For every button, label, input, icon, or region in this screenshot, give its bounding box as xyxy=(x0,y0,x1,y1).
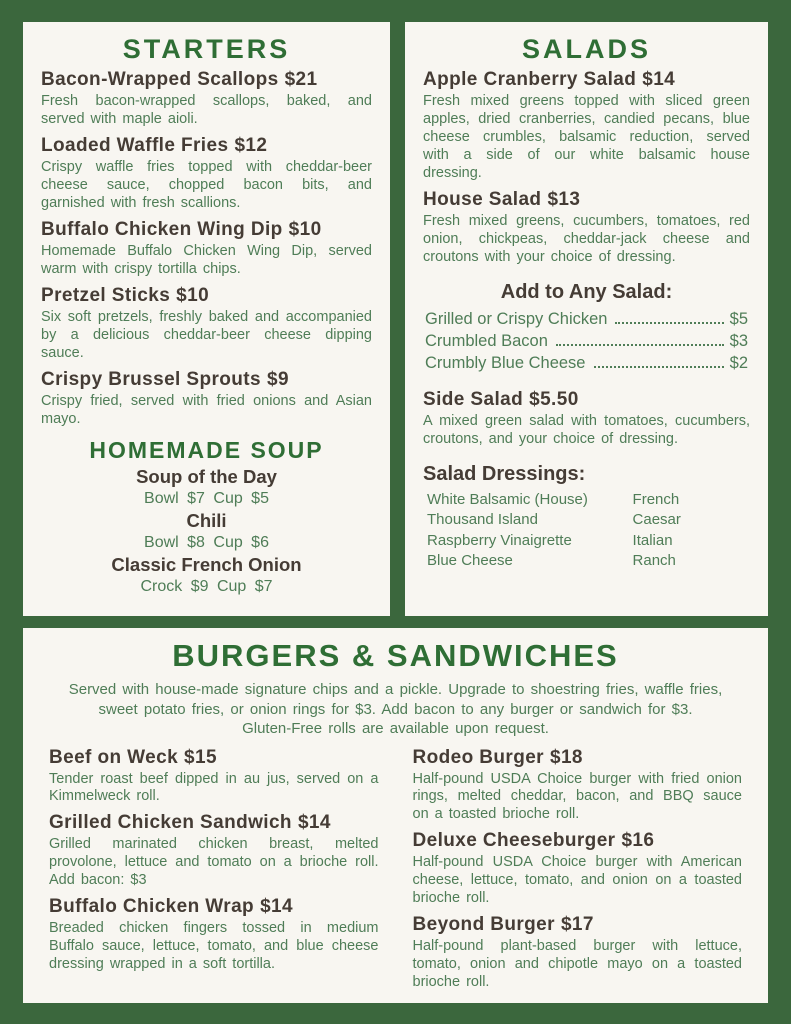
dot-leader xyxy=(615,322,723,324)
menu-item-description: Fresh bacon-wrapped scallops, baked, and served with maple aioli. xyxy=(41,93,372,127)
dot-leader xyxy=(594,366,724,368)
menu-item-price: $10 xyxy=(176,284,210,306)
addon-row-bacon xyxy=(425,332,748,351)
addon-row-blue-cheese xyxy=(425,354,748,373)
menu-item-name: Grilled Chicken Sandwich xyxy=(49,812,292,834)
soup-item-name: Soup of the Day xyxy=(136,465,277,487)
menu-item-title xyxy=(41,69,372,91)
menu-item-description: Tender roast beef dipped in au jus, served on a Kimmelweck roll. xyxy=(49,770,379,805)
menu-item-description: Six soft pretzels, freshly baked and accompanied by a delicious cheddar-beer cheese dipping sauce. xyxy=(41,308,372,361)
addon-name: Crumbled Bacon xyxy=(425,331,548,350)
dressing-option: Italian xyxy=(632,531,673,549)
menu-item-title xyxy=(49,896,379,918)
dressing-option: French xyxy=(632,490,680,508)
menu-item-price: $12 xyxy=(234,134,268,156)
menu-item-title xyxy=(49,747,379,769)
menu-item-buffalo-chicken-wing-dip xyxy=(41,219,372,279)
menu-item-description: Crispy waffle fries topped with cheddar-beer cheese sauce, chopped bacon bits, and garnished with fresh scallions. xyxy=(41,158,372,211)
intro-line: Gluten-Free rolls are available upon request. xyxy=(242,720,549,737)
menu-item-description: Half-pound plant-based burger with lettuce, tomato, onion and chipotle mayo on a toasted brioche roll. xyxy=(412,938,742,991)
addon-row-chicken xyxy=(425,310,748,329)
soup-item-classic-french-onion xyxy=(41,554,372,596)
menu-item-name: Bacon-Wrapped Scallops xyxy=(41,69,279,90)
menu-item-description: Crispy fried, served with fried onions and Asian mayo. xyxy=(41,392,372,427)
menu-item-beef-on-weck xyxy=(49,747,379,807)
menu-item-name: Crispy Brussel Sprouts xyxy=(41,368,261,390)
menu-item-price: $14 xyxy=(642,69,676,90)
menu-item-price: $9 xyxy=(266,368,289,390)
dressing-option: Raspberry Vinaigrette xyxy=(427,531,572,549)
starters-heading: STARTERS xyxy=(122,34,291,64)
homemade-soup-heading: HOMEMADE SOUP xyxy=(89,436,324,463)
soup-item-chili xyxy=(41,510,372,552)
menu-item-title xyxy=(41,135,372,157)
intro-line: sweet potato fries, or onion rings for $3. Add bacon to any burger or sandwich for $3. xyxy=(98,700,693,718)
menu-item-price: $17 xyxy=(560,914,594,936)
menu-item-name: Beef on Weck xyxy=(49,746,179,768)
addon-name: Crumbly Blue Cheese xyxy=(425,353,586,372)
addon-price: $2 xyxy=(729,353,748,372)
menu-item-apple-cranberry-salad xyxy=(423,69,750,183)
soup-item-name: Classic French Onion xyxy=(111,553,302,575)
menu-item-price: $21 xyxy=(284,69,318,90)
menu-item-name: Deluxe Cheeseburger xyxy=(412,830,616,852)
menu-item-title xyxy=(423,69,750,91)
addon-price: $3 xyxy=(729,331,748,350)
salads-heading: SALADS xyxy=(521,34,651,64)
menu-item-name: Apple Cranberry Salad xyxy=(423,69,637,90)
menu-item-description: Breaded chicken fingers tossed in medium Buffalo sauce, lettuce, tomato, and blue cheese dressing wrapped in a soft tortilla. xyxy=(49,920,379,973)
soup-item-prices: Bowl $7 Cup $5 xyxy=(144,489,269,507)
menu-item-price: $18 xyxy=(549,746,583,768)
menu-item-name: Rodeo Burger xyxy=(412,746,544,768)
menu-item-price: $15 xyxy=(184,746,217,768)
menu-item-description: A mixed green salad with tomatoes, cucumbers, croutons, and your choice of dressing. xyxy=(423,412,750,447)
menu-item-deluxe-cheeseburger xyxy=(413,830,743,908)
burgers-left-column xyxy=(49,743,379,999)
menu-item-title xyxy=(41,285,372,307)
soup-item-name: Chili xyxy=(186,509,227,531)
menu-item-grilled-chicken-sandwich xyxy=(49,812,379,890)
burgers-sandwiches-heading: BURGERS & SANDWICHES xyxy=(172,638,619,673)
burgers-columns xyxy=(49,743,742,999)
soup-item-prices: Bowl $8 Cup $6 xyxy=(144,533,269,551)
menu-item-title xyxy=(413,914,743,936)
menu-item-description: Fresh mixed greens topped with sliced green apples, dried cranberries, candied pecans, blue cheese crumbles, balsamic reduction, served with a side of our white balsamic house dressing. xyxy=(423,93,750,181)
burgers-intro-text xyxy=(49,680,742,739)
menu-item-name: House Salad xyxy=(423,188,542,210)
dressings-column-1 xyxy=(427,490,633,572)
menu-item-crispy-brussel-sprouts xyxy=(41,369,372,429)
menu-item-title xyxy=(413,747,743,769)
menu-item-name: Loaded Waffle Fries xyxy=(41,134,229,156)
add-to-any-salad-heading: Add to Any Salad: xyxy=(500,280,673,303)
menu-item-price: $16 xyxy=(621,830,655,852)
intro-line: Served with house-made signature chips and a pickle. Upgrade to shoestring fries, waffle fries, xyxy=(68,681,723,698)
menu-item-price: $13 xyxy=(547,188,581,210)
soup-item-soup-of-the-day xyxy=(41,466,372,508)
dressing-option: Blue Cheese xyxy=(427,552,513,570)
menu-item-name: Buffalo Chicken Wing Dip xyxy=(41,218,283,240)
dressings-column-2 xyxy=(633,490,750,572)
dressing-option: White Balsamic (House) xyxy=(427,490,588,508)
menu-item-name: Buffalo Chicken Wrap xyxy=(49,896,255,918)
menu-item-beyond-burger xyxy=(413,914,743,992)
addon-price: $5 xyxy=(729,309,748,328)
menu-item-pretzel-sticks xyxy=(41,285,372,363)
menu-item-name: Side Salad xyxy=(423,388,524,410)
menu-item-buffalo-chicken-wrap xyxy=(49,896,379,974)
menu-item-title xyxy=(41,219,372,241)
menu-item-price: $14 xyxy=(260,896,293,918)
menu-item-title xyxy=(423,389,750,411)
menu-item-bacon-wrapped-scallops xyxy=(41,69,372,129)
starters-panel xyxy=(23,22,390,616)
dressing-option: Thousand Island xyxy=(427,511,538,529)
menu-item-title xyxy=(413,830,743,852)
menu-item-side-salad xyxy=(423,389,750,449)
burgers-right-column xyxy=(413,743,743,999)
menu-item-name: Beyond Burger xyxy=(412,914,555,936)
menu-item-description: Homemade Buffalo Chicken Wing Dip, served warm with crispy tortilla chips. xyxy=(41,242,372,277)
menu-item-price: $5.50 xyxy=(529,388,579,410)
menu-item-name: Pretzel Sticks xyxy=(41,284,171,306)
salad-dressings-heading: Salad Dressings: xyxy=(423,462,586,485)
menu-item-price: $14 xyxy=(297,812,331,834)
salads-panel xyxy=(405,22,768,616)
soup-item-prices: Crock $9 Cup $7 xyxy=(140,577,273,595)
menu-item-description: Fresh mixed greens, cucumbers, tomatoes, red onion, chickpeas, cheddar-jack cheese and croutons with your choice of dressing. xyxy=(423,212,750,265)
dressing-option: Caesar xyxy=(632,511,681,529)
menu-item-rodeo-burger xyxy=(413,747,743,825)
menu-item-description: Half-pound USDA Choice burger with fried onion rings, melted cheddar, bacon, and BBQ sauce on a toasted brioche roll. xyxy=(412,770,742,823)
menu-item-title xyxy=(49,812,379,834)
salad-dressings-list xyxy=(423,490,750,572)
dressing-option: Ranch xyxy=(632,552,676,570)
dot-leader xyxy=(556,344,724,346)
menu-item-title xyxy=(41,369,372,391)
menu-item-title xyxy=(423,189,750,211)
menu-item-price: $10 xyxy=(288,218,322,240)
menu-item-loaded-waffle-fries xyxy=(41,135,372,213)
burgers-sandwiches-panel xyxy=(23,628,768,1003)
addon-name: Grilled or Crispy Chicken xyxy=(425,309,608,328)
menu-item-description: Grilled marinated chicken breast, melted provolone, lettuce and tomato on a brioche roll. Add bacon: $3 xyxy=(49,836,379,889)
menu-item-house-salad xyxy=(423,189,750,267)
menu-item-description: Half-pound USDA Choice burger with American cheese, lettuce, tomato, and onion on a toasted brioche roll. xyxy=(412,854,742,907)
